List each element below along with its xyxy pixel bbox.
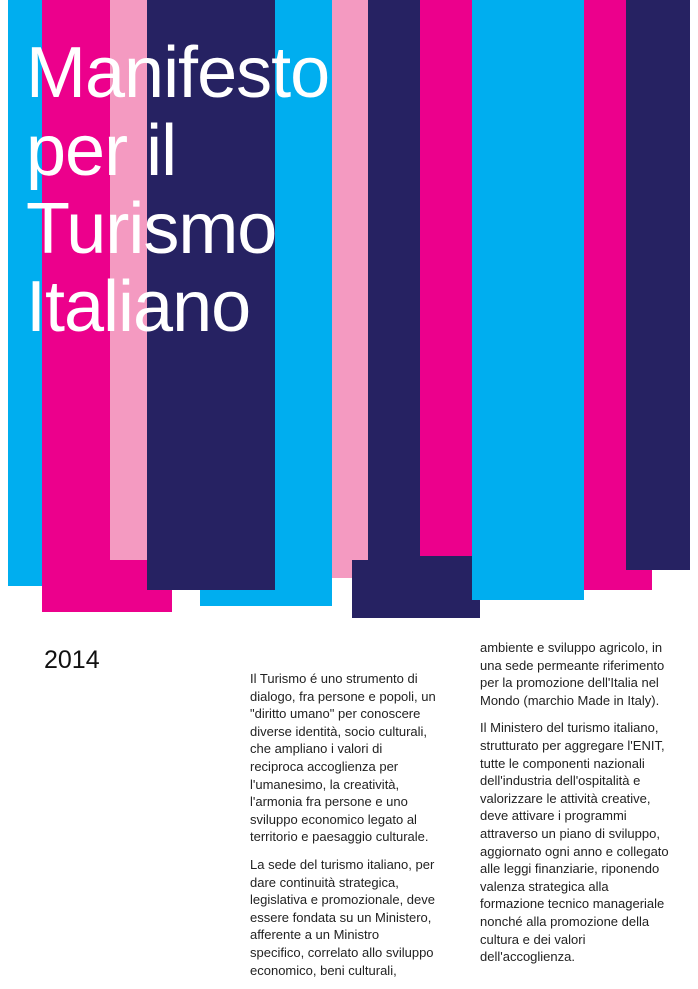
- stripe-cyan-3: [472, 0, 584, 600]
- paragraph: Il Ministero del turismo italiano, strutturato per aggregare l'ENIT, tutte le componenti nazionali dell'industria dell'ospitalità e valorizzare le attività creative, deve attivare i programmi attraverso un piano di sviluppo, aggiornato ogni anno e collegato alle leggi finanziarie, riponendo valenza strategica alla formazione tecnico manageriale nonché alla promozione della cultura e dei valori dell'accoglienza.: [480, 720, 669, 965]
- text-column-right: [480, 639, 694, 976]
- year-label: 2014: [44, 646, 100, 674]
- title-line-1: Manifesto: [26, 33, 330, 113]
- paragraph: Il Turismo é uno strumento di dialogo, fra persone e popoli, un "diritto umano" per conoscere diverse identità, socio culturali, che ampliano i valori di reciproca accoglienza per l'umanesimo, la creatività, l'armonia fra persone e uno sviluppo economico legato al territorio e paesaggio culturale.: [250, 671, 436, 845]
- text-column-left: [250, 670, 464, 989]
- stripe-navy-3: [368, 0, 420, 560]
- paragraph: ambiente e sviluppo agricolo, in una sede permeante riferimento per la promozione dell'Italia nel Mondo (marchio Made in Italy).: [480, 640, 665, 708]
- paragraph: La sede del turismo italiano, per dare continuità strategica, legislativa e promozionale, deve essere fondata su un Ministero, afferente a un Ministro specifico, correlato allo sviluppo economico, beni culturali,: [250, 856, 435, 978]
- poster-title: [26, 34, 329, 346]
- stripe-pink-2-top: [332, 0, 370, 560]
- stripe-navy-4: [626, 0, 690, 570]
- title-line-3: Turismo: [26, 189, 277, 269]
- title-line-4: Italiano: [26, 267, 251, 347]
- title-line-2: per il: [26, 111, 177, 191]
- stripe-magenta-2: [420, 0, 472, 556]
